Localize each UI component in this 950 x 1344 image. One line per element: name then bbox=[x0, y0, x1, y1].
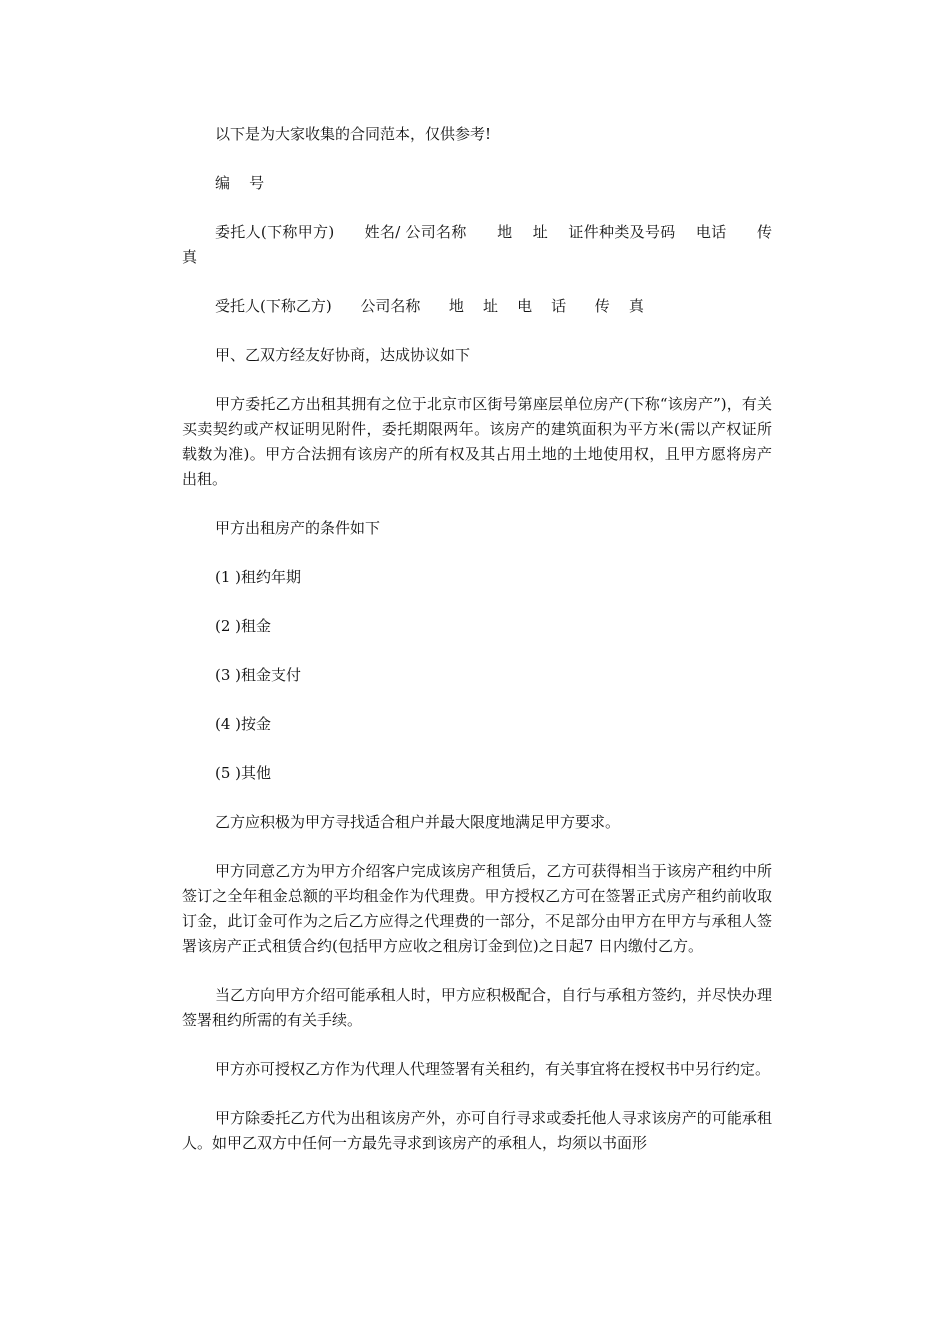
clause-cooperation: 当乙方向甲方介绍可能承租人时，甲方应积极配合，自行与承租方签约，并尽快办理签署租约所需的有关手续。 bbox=[182, 986, 772, 1029]
contract-body bbox=[182, 122, 792, 1180]
contract-number-label: 编 号 bbox=[215, 174, 265, 192]
clause-agent-duty: 乙方应积极为甲方寻找适合租户并最大限度地满足甲方要求。 bbox=[215, 813, 621, 831]
condition-rent-payment: (3 )租金支付 bbox=[215, 666, 302, 684]
agent-party-line: 受托人(下称乙方) 公司名称 地 址 电 话 传 真 bbox=[215, 297, 644, 315]
clause-self-seeking: 甲方除委托乙方代为出租该房产外，亦可自行寻求或委托他人寻求该房产的可能承租人。如甲乙双方中任何一方最先寻求到该房产的承租人，均须以书面形 bbox=[182, 1109, 772, 1152]
condition-lease-term: (1 )租约年期 bbox=[215, 568, 302, 586]
condition-other: (5 )其他 bbox=[215, 764, 272, 782]
clause-property-entrustment: 甲方委托乙方出租其拥有之位于北京市区街号第座层单位房产(下称“该房产”)，有关买卖契约或产权证明见附件，委托期限两年。该房产的建筑面积为平方米(需以产权证所载数为准)。甲方合法拥有该房产的所有权及其占用土地的土地使用权，且甲方愿将房产出租。 bbox=[182, 395, 772, 488]
condition-deposit: (4 )按金 bbox=[215, 715, 272, 733]
clause-agency-fee: 甲方同意乙方为甲方介绍客户完成该房产租赁后，乙方可获得相当于该房产租约中所签订之全年租金总额的平均租金作为代理费。甲方授权乙方可在签署正式房产租约前收取订金，此订金可作为之后乙方应得之代理费的一部分，不足部分由甲方在甲方与承租人签署该房产正式租赁合约(包括甲方应收之租房订金到位)之日起7 日内缴付乙方。 bbox=[182, 862, 772, 955]
clause-rental-conditions-heading: 甲方出租房产的条件如下 bbox=[215, 519, 381, 537]
condition-rent: (2 )租金 bbox=[215, 617, 272, 635]
principal-party-line: 委托人(下称甲方) 姓名/ 公司名称 地 址 证件种类及号码 电话 传 真 bbox=[182, 223, 792, 266]
clause-signing-authorization: 甲方亦可授权乙方作为代理人代理签署有关租约，有关事宜将在授权书中另行约定。 bbox=[215, 1060, 771, 1078]
intro-note: 以下是为大家收集的合同范本，仅供参考! bbox=[215, 125, 492, 143]
agreement-preamble: 甲、乙双方经友好协商，达成协议如下 bbox=[215, 346, 471, 364]
